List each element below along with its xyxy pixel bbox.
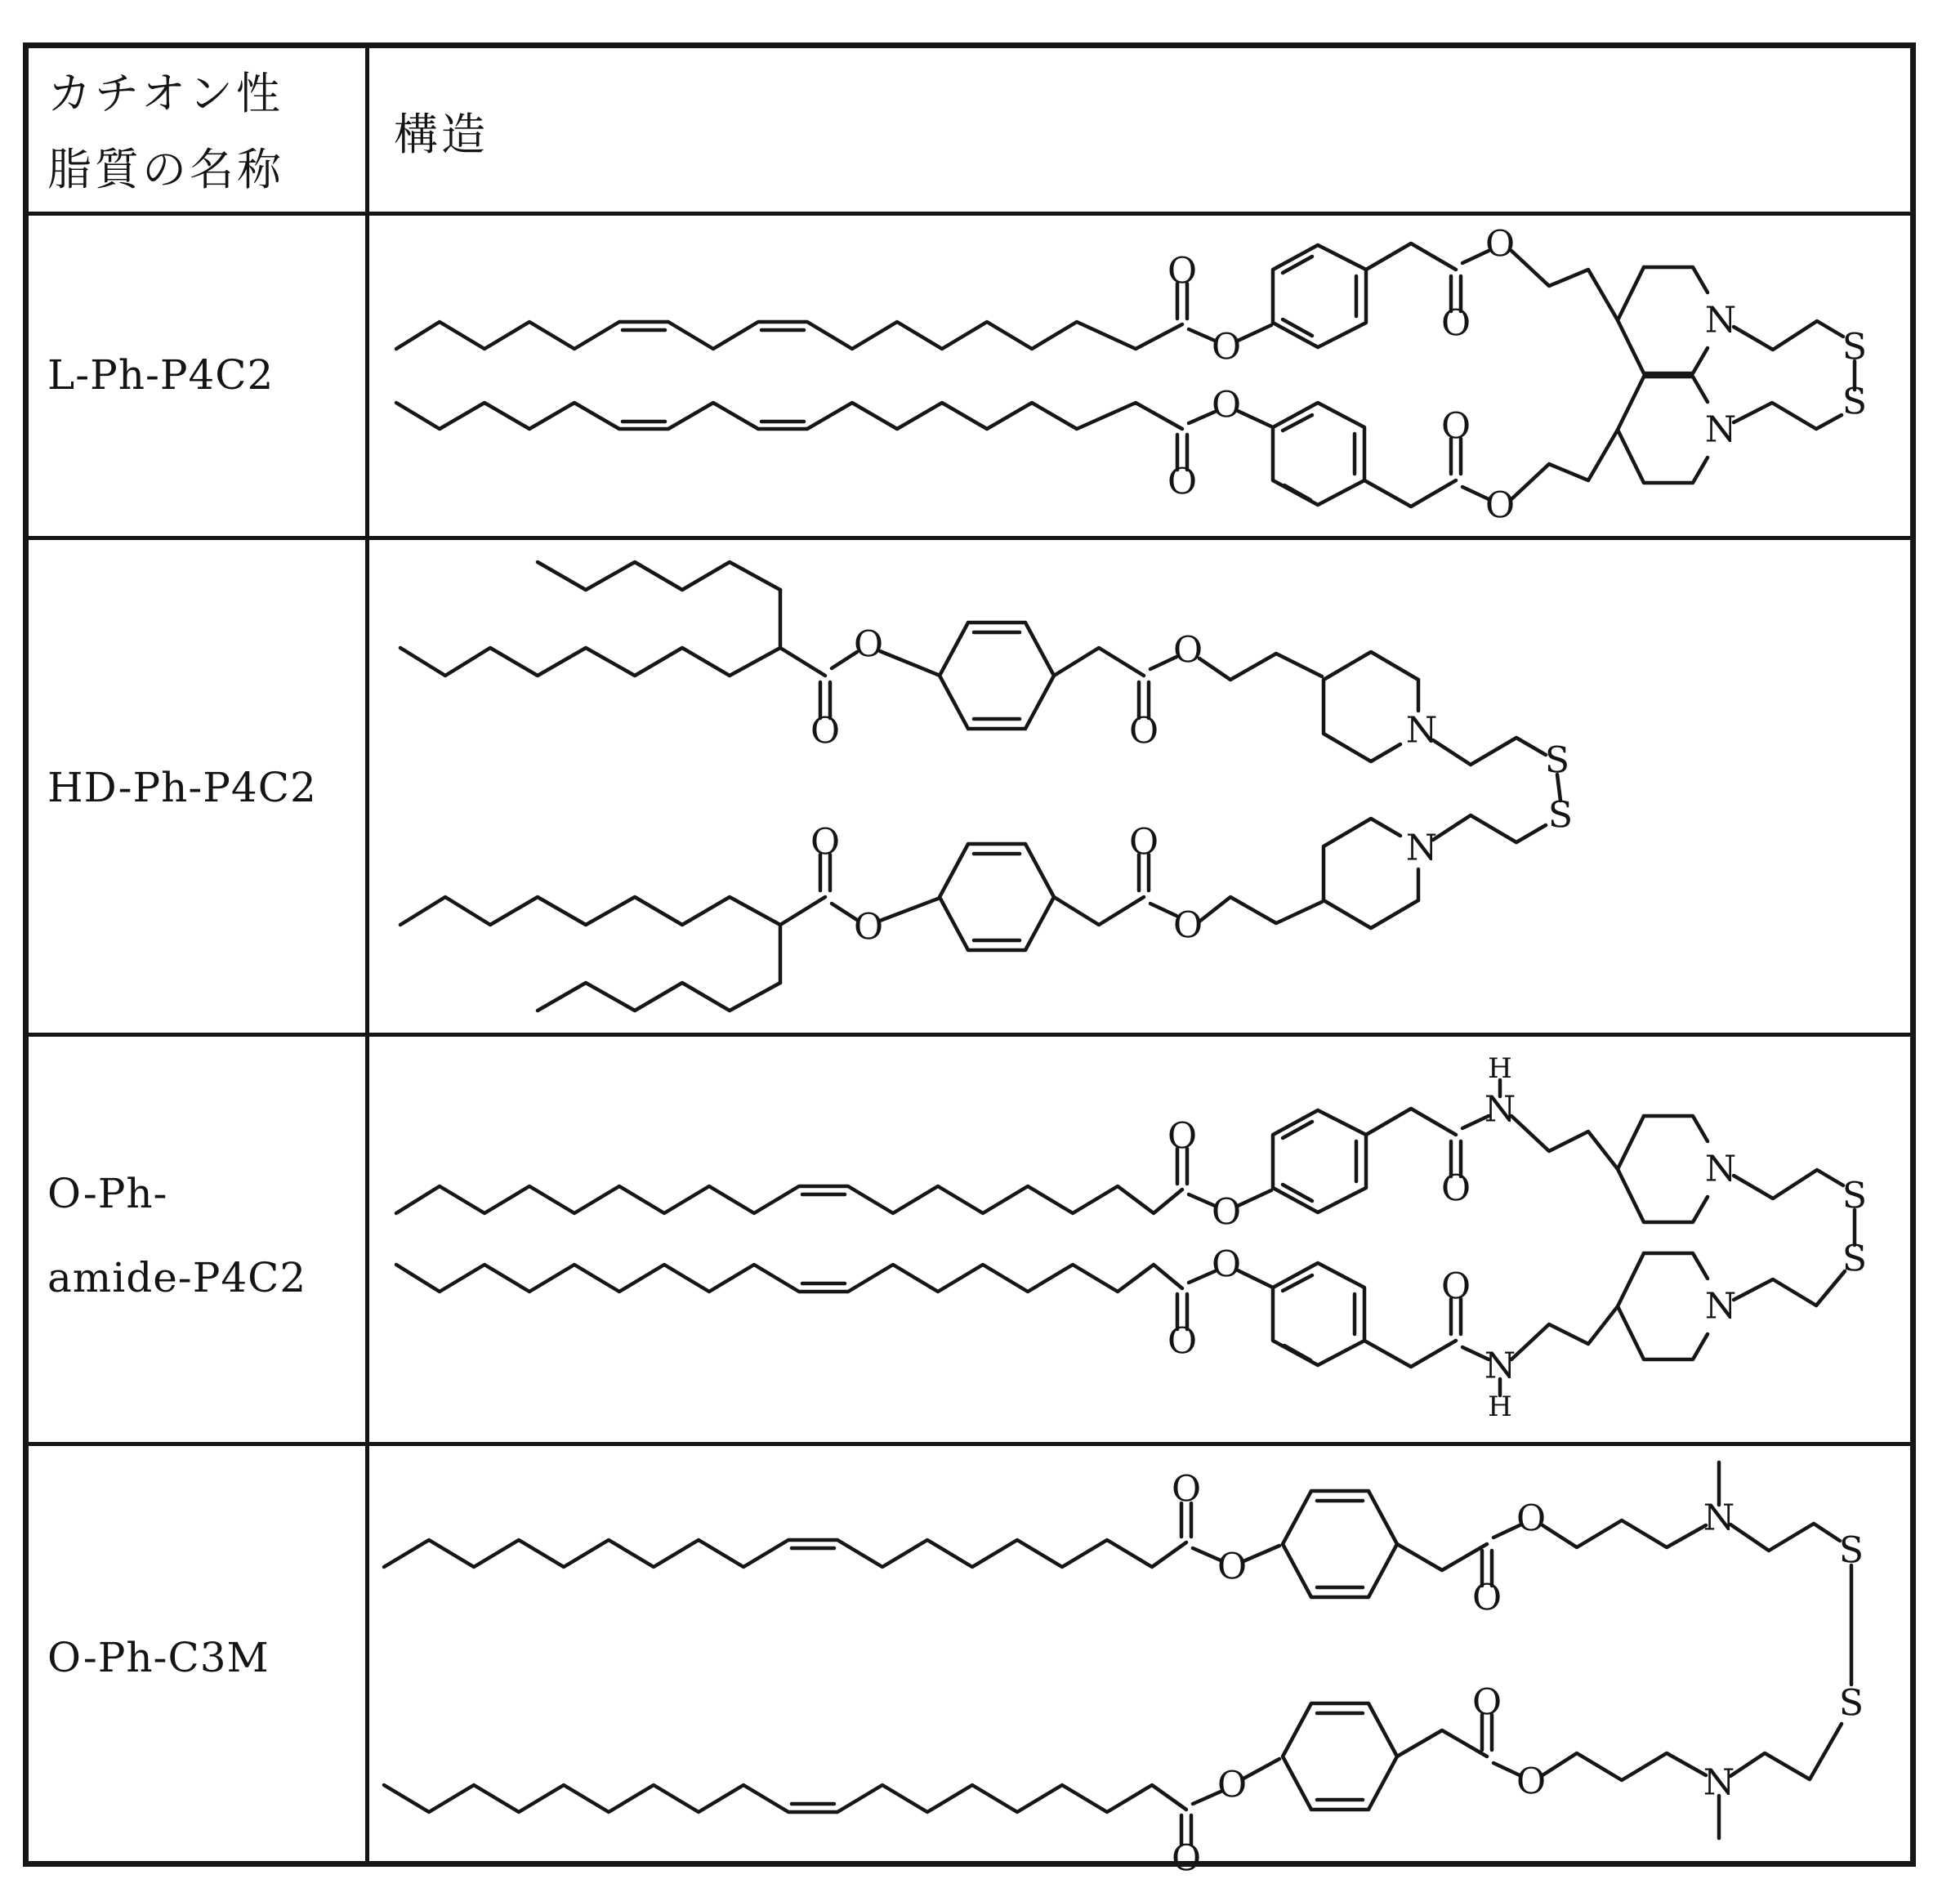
header-name-line2: 脂質の名称 [47, 144, 284, 195]
atom-label-N: N [1703, 1497, 1735, 1539]
atom-label-O: O [1211, 1191, 1242, 1234]
atom-label-N: N [1405, 827, 1438, 869]
atom-label-O: O [810, 821, 841, 864]
atom-label-S: S [1842, 1238, 1868, 1280]
structure-HD-Ph-P4C2 [400, 562, 1573, 1011]
atom-label-H: H [1488, 1390, 1512, 1423]
row-label-hd-ph-p4c2: HD-Ph-P4C2 [47, 764, 317, 811]
atom-label-N: N [1484, 1345, 1516, 1387]
row-label-o-ph-amide-line2: amide-P4C2 [47, 1254, 307, 1301]
atom-label-N: N [1704, 1285, 1737, 1328]
atom-label-O: O [1516, 1497, 1547, 1540]
header-name-line1: カチオン性 [47, 68, 284, 119]
atom-label-N: N [1704, 1148, 1737, 1190]
atom-label-S: S [1838, 1529, 1864, 1572]
atom-label-O: O [1485, 223, 1516, 266]
atom-label-N: N [1405, 709, 1438, 752]
header-structure: 構造 [394, 109, 489, 160]
atom-label-N: N [1704, 408, 1737, 451]
atom-label-O: O [1167, 1320, 1198, 1363]
atom-label-S: S [1842, 381, 1868, 423]
atom-label-O: O [1172, 629, 1203, 672]
atom-label-S: S [1842, 1175, 1868, 1217]
atom-label-O: O [1440, 302, 1471, 345]
atom-label-O: O [1167, 250, 1198, 292]
atom-label-S: S [1544, 739, 1570, 782]
structure-O-Ph-C3M [384, 1462, 1864, 1880]
atom-label-O: O [1440, 1265, 1471, 1308]
atom-label-O: O [1485, 484, 1516, 527]
structure-O-Ph-amide-P4C2 [396, 1052, 1867, 1423]
atom-label-N: N [1704, 299, 1737, 341]
atom-label-O: O [1172, 904, 1203, 947]
atom-label-H: H [1488, 1052, 1512, 1085]
atom-label-O: O [1211, 326, 1242, 368]
atom-label-N: N [1703, 1761, 1735, 1804]
atom-label-O: O [1217, 1764, 1248, 1806]
atom-label-O: O [853, 623, 884, 666]
row-label-o-ph-amide-line1: O-Ph- [47, 1170, 168, 1217]
atom-label-O: O [1471, 1577, 1502, 1619]
atom-label-O: O [853, 906, 884, 948]
atom-label-O: O [810, 710, 841, 752]
atom-label-S: S [1838, 1682, 1864, 1725]
atom-label-O: O [1128, 710, 1159, 752]
atom-label-O: O [1171, 1837, 1202, 1880]
atom-label-O: O [1128, 821, 1159, 864]
atom-label-S: S [1842, 326, 1868, 368]
row-label-l-ph-p4c2: L-Ph-P4C2 [47, 351, 275, 399]
structure-L-Ph-P4C2 [396, 224, 1867, 527]
atom-label-O: O [1171, 1468, 1202, 1511]
atom-label-O: O [1167, 461, 1198, 503]
atom-label-O: O [1440, 405, 1471, 448]
atom-label-N: N [1484, 1088, 1516, 1131]
atom-label-O: O [1167, 1115, 1198, 1158]
atom-label-O: O [1471, 1681, 1502, 1724]
atom-label-O: O [1516, 1761, 1547, 1803]
atom-label-O: O [1217, 1546, 1248, 1588]
row-label-o-ph-c3m: O-Ph-C3M [47, 1634, 270, 1681]
atom-label-O: O [1440, 1167, 1471, 1210]
atom-label-O: O [1211, 1243, 1242, 1286]
atom-label-S: S [1547, 794, 1574, 837]
atom-label-O: O [1211, 384, 1242, 426]
